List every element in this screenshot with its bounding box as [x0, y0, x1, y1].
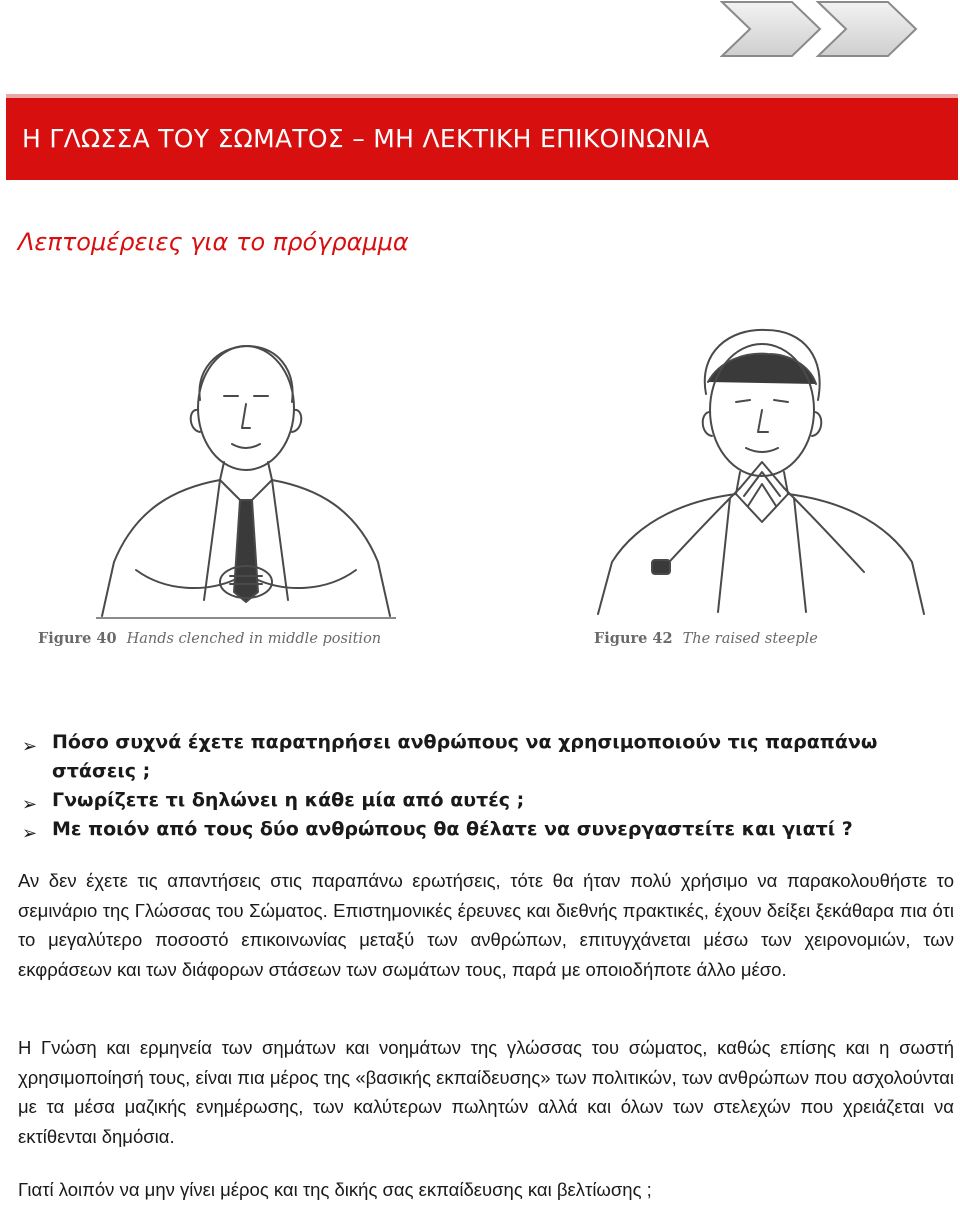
- arrow-bullet-icon: ➢: [22, 794, 38, 815]
- figure-40-text: Hands clenched in middle position: [126, 631, 382, 647]
- page-title: Η ΓΛΩΣΣΑ ΤΟΥ ΣΩΜΑΤΟΣ – ΜΗ ΛΕΚΤΙΚΗ ΕΠΙΚΟΙΝΩΝΙΑ: [22, 124, 710, 153]
- list-item: [22, 786, 952, 815]
- question-list: [22, 728, 952, 844]
- double-chevron-right-icon: [720, 0, 920, 58]
- body-paragraph-2: Η Γνώση και ερμηνεία των σημάτων και νοημάτων της γλώσσας του σώματος, καθώς επίσης και η σωστή χρησιμοποίησή τους, είναι πια μέρος της «βασικής εκπαίδευσης» των πολιτικών, των ανθρώπων που ασχολούνται με τα μέσα μαζικής ενημέρωσης, των καλύτερων πωλητών αλλά και όλων των στελεχών που χρειάζεται να εκτίθενται δημόσια.: [18, 1037, 954, 1147]
- closing-question: Γιατί λοιπόν να μην γίνει μέρος και της δικής σας εκπαίδευσης και βελτίωσης ;: [18, 1179, 652, 1200]
- figure-42-caption: [594, 630, 818, 647]
- figure-40-illustration: [96, 330, 396, 620]
- arrow-bullet-icon: ➢: [22, 823, 38, 844]
- figure-42-illustration: [590, 322, 930, 618]
- figure-42-number: Figure 42: [594, 630, 673, 647]
- list-item: [22, 728, 952, 786]
- figure-42-text: The raised steeple: [682, 631, 818, 647]
- list-item: [22, 815, 952, 844]
- title-banner: [6, 94, 958, 180]
- question-text: Με ποιόν από τους δύο ανθρώπους θα θέλατε να συνεργαστείτε και γιατί ?: [52, 818, 853, 840]
- page-subtitle: Λεπτομέρειες για το πρόγραμμα: [18, 228, 409, 256]
- figure-40-caption: [38, 630, 381, 647]
- question-text: Πόσο συχνά έχετε παρατηρήσει ανθρώπους να χρησιμοποιούν τις παραπάνω στάσεις ;: [52, 731, 878, 782]
- body-paragraph-1: Αν δεν έχετε τις απαντήσεις στις παραπάνω ερωτήσεις, τότε θα ήταν πολύ χρήσιμο να παρακολουθήστε το σεμινάριο της Γλώσσας του Σώματος. Επιστημονικές έρευνες και διεθνής πρακτικές, έχουν δείξει ξεκάθαρα πια ότι το μεγαλύτερο ποσοστό επικοινωνίας μεταξύ των ανθρώπων, επιτυγχάνεται μέσω των χειρονομιών, των εκφράσεων και των διάφορων στάσεων των σωμάτων τους, παρά με οποιοδήποτε άλλο μέσο.: [18, 870, 954, 980]
- figure-40-number: Figure 40: [38, 630, 117, 647]
- question-text: Γνωρίζετε τι δηλώνει η κάθε μία από αυτές ;: [52, 789, 525, 811]
- arrow-bullet-icon: ➢: [22, 736, 38, 757]
